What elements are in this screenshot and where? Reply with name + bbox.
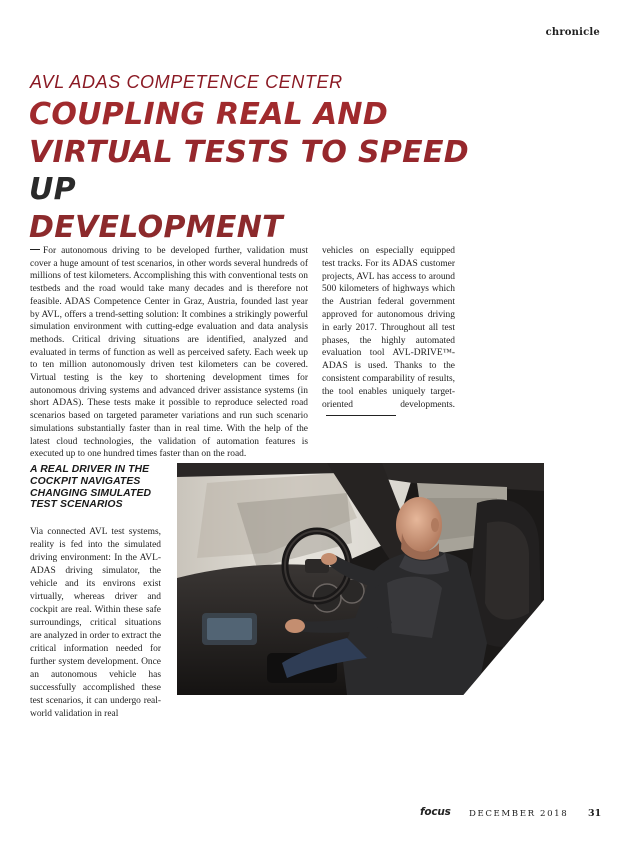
issue-date: DECEMBER 2018 xyxy=(469,809,569,819)
sidebar-body: Via connected AVL test systems, reality is fed into the simulated driving environment: In the AVL-ADAS driving simulator, the vehicle and its environs exist virtually, whereas driver and cockpit are real. Within these safe surroundings, critical situations are analyzed in order to extract the critical information needed for further system development. Once an autonomous vehicle has successfully accomplished these test scenarios, it can undergo real-world validation in real xyxy=(30,527,162,719)
sidebar-heading: A REAL DRIVER IN THE COCKPIT NAVIGATES CHANGING SIMULATED TEST SCENARIOS xyxy=(30,464,152,511)
headline-line-2-main: VIRTUAL TESTS TO SPEED xyxy=(29,134,469,170)
article-body-main-text: For autonomous driving to be developed further, validation must cover a huge amount of test scenarios, in other words several hundreds of millions of test kilometers. Accomplishing this with conventional tests on testbeds and the road would take many decades and is therefore not feasible. ADAS Competence Center in Graz, Austria, founded last year by AVL, offers a trend-setting solution: It combines a strikingly powerful simulation environment with cutting-edge evaluation and data analysis methods. Critical driving situations are identified, analyzed and evaluated in terms of function as well as perceived safety. Each week up to ten million autonomously driven test kilometers can be covered. Virtual testing is the key to shortening development times for autonomous driving systems and advanced driver assistance systems (in short ADAS). These tests make it possible to reproduce selected road scenarios based on targeted parameter variations and run such scenario simulations substantially faster than in real time. With the help of the latest cloud technologies, the validation of automation features is executed up to one hundred times faster than on the road. xyxy=(30,246,308,460)
article-body-right-text: vehicles on especially equipped test tracks. For its ADAS customer projects, AVL has access to around 500 kilometers of highways which the Austrian federal government approved for autonomous driving in early 2017. Throughout all test phases, the highly automated evaluation tool AVL-DRIVE™-ADAS is used. Thanks to the consistent comparability of results, the tool enables uniquely target-oriented developments. xyxy=(322,246,455,410)
headline-line-2 xyxy=(29,134,609,209)
headline-line-3: DEVELOPMENT xyxy=(29,209,283,245)
article-body-main xyxy=(30,245,308,461)
article-kicker: AVL ADAS COMPETENCE CENTER xyxy=(30,72,343,92)
page-number: 31 xyxy=(588,808,602,819)
article-headline xyxy=(29,96,609,246)
section-label: chronicle xyxy=(545,27,600,38)
headline-line-1: COUPLING REAL AND xyxy=(29,97,389,132)
driving-simulator-photo xyxy=(177,463,544,695)
magazine-brand: focus xyxy=(420,806,451,818)
end-rule xyxy=(326,415,396,416)
lead-rule xyxy=(30,249,40,250)
headline-line-2-tail: UP xyxy=(29,172,76,207)
article-body-right xyxy=(322,245,455,424)
